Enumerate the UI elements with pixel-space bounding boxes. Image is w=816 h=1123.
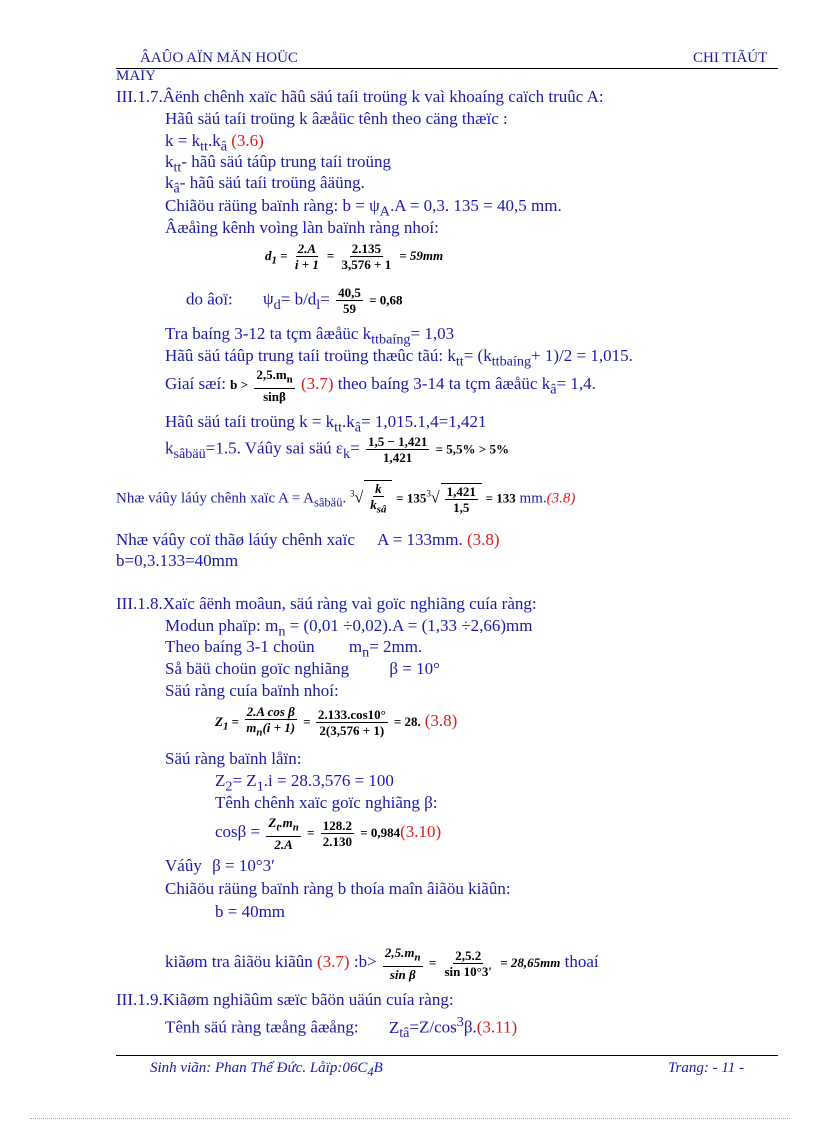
footer-left: Sinh viãn: Phan Thế Đức. $Låïp:06C_4B$ xyxy=(150,1060,383,1079)
line: Giaí sæí: b > $\frac{2,5.m_n}{\sin\beta}$ (3.7) theo baíng 3-14 ta tçm âæåüc $k_â= 1,4$. xyxy=(165,367,596,404)
line: Säú ràng baïnh låïn: xyxy=(165,749,302,768)
line: Váûy β = 10°3′ xyxy=(165,856,275,875)
line: Säú ràng cuía baïnh nhoí: xyxy=(165,681,339,700)
line: b = 40mm xyxy=(215,902,286,921)
line: Âæåìng kênh voìng làn baïnh ràng nhoí: xyxy=(165,218,439,237)
formula-k: $k = k_{tt}.k_â$ (3.6) xyxy=(165,131,264,155)
line: Så bäü choün goïc nghiãng β = 10° xyxy=(165,659,440,678)
line: b=0,3.133=40mm xyxy=(116,551,239,570)
formula-z1: $Z_1$ = $\frac{\text{2.A cos β}}{m_n(i + 1)}$ = $\frac{2.133.\cos 10^\circ}{2(3,576 + 1)}$ = 28. (3.8) xyxy=(215,704,458,739)
line: Tênh säú ràng tæång âæång: $Z_{tâ}=Z/\cos^3\beta.(3.11)$ xyxy=(165,1014,518,1042)
line: Chiãöu räüng baïnh ràng b thoía maîn âiãöu kiãûn: xyxy=(165,879,511,898)
header-left-2: MAÏY xyxy=(116,68,156,84)
line: Theo baíng 3-1 choün $m_n= 2mm$. xyxy=(165,637,423,661)
section-title-1-7: III.1.7.Âënh chênh xaïc hãû säú taíi troüng k vaì khoaíng caïch truûc A: xyxy=(116,87,604,106)
section-title-1-9: III.1.9.Kiãøm nghiãûm sæïc bãön uäún cuía ràng: xyxy=(116,990,454,1009)
line: $k_{sâbäü}=1.5$. Váûy sai säú $\varepsilon_k=$ $\frac{1,5 - 1,421}{1,421}$ = 5,5% > 5% xyxy=(165,434,509,465)
header-right: CHI TIÃÚT xyxy=(693,50,768,66)
page-edge-divider xyxy=(30,1118,790,1119)
line: Tênh chênh xaïc goïc nghiãng β: xyxy=(215,793,438,812)
line: Nhæ váûy coï thãø láúy chênh xaïc A = 133mm. (3.8) xyxy=(116,530,500,549)
formula-A: Nhæ váûy láúy chênh xaïc $A = A_{sâbäü}$. $^3$√ $\frac{k}{k_{sâ}}$ = $135^3√$ $\frac{1,421}{1,5}$ = 133 mm.(3.8) xyxy=(116,481,576,516)
line: Hãû säú taíi troüng k âæåüc tênh theo cäng thæïc : xyxy=(165,109,508,128)
line: $Z_2= Z_1.i = 28.3,576 = 100$ xyxy=(215,771,394,795)
line: Hãû säú táûp trung taíi troüng thæûc tãú: $k_{tt}= (k_{ttbaíng}+ 1)/2 = 1,015$. xyxy=(165,346,633,370)
line: Hãû säú taíi troüng $k = k_{tt}.k_â= 1,015.1,4=1,421$ xyxy=(165,412,487,436)
formula-d1: $d_1$ = $\frac{2.A}{i + 1}$ = $\frac{2.135}{3,576 + 1}$ = 59mm xyxy=(265,241,444,272)
formula-psi-d: do âoï: $\psi_d= b/d_l=$ $\frac{40,5}{59}$ = 0,68 xyxy=(186,285,403,316)
line: $k_{tt}-$ hãû säú táûp trung taíi troüng xyxy=(165,152,391,176)
footer-rule xyxy=(116,1055,778,1056)
header-left: ÂAÛO AÏN MÄN HOÜC xyxy=(140,50,298,66)
line: $k_â-$ hãû säú taíi troüng âäüng. xyxy=(165,173,365,197)
line: Modun phaïp: $m_n = (0,01 \div 0,02).A = (1,33 \div 2,66)mm$ xyxy=(165,616,533,640)
header-rule xyxy=(116,68,778,69)
line: Tra baíng 3-12 ta tçm âæåüc $k_{ttbaíng}= 1,03$ xyxy=(165,324,455,348)
formula-cosbeta: cosβ = $\frac{Z_t.m_n}{2.A}$ = $\frac{128.2}{2.130}$ = 0,984(3.10) xyxy=(215,815,442,852)
page-number: Trang: - 11 - xyxy=(668,1060,744,1076)
line: Chiãöu räüng baïnh ràng: $b = \psi_A.A = 0,3$. 135 = 40,5 mm. xyxy=(165,196,562,220)
section-title-1-8: III.1.8.Xaïc âënh moâun, säú ràng vaì goïc nghiãng cuía ràng: xyxy=(116,594,537,613)
formula-check: kiãøm tra âiãöu kiãûn (3.7) :b> $\frac{2,5.m_n}{\text{sin β}}$ = $\frac{2,5.2}{\sin 10^\circ 3'}$ = 28,65mm thoaí xyxy=(165,945,599,982)
